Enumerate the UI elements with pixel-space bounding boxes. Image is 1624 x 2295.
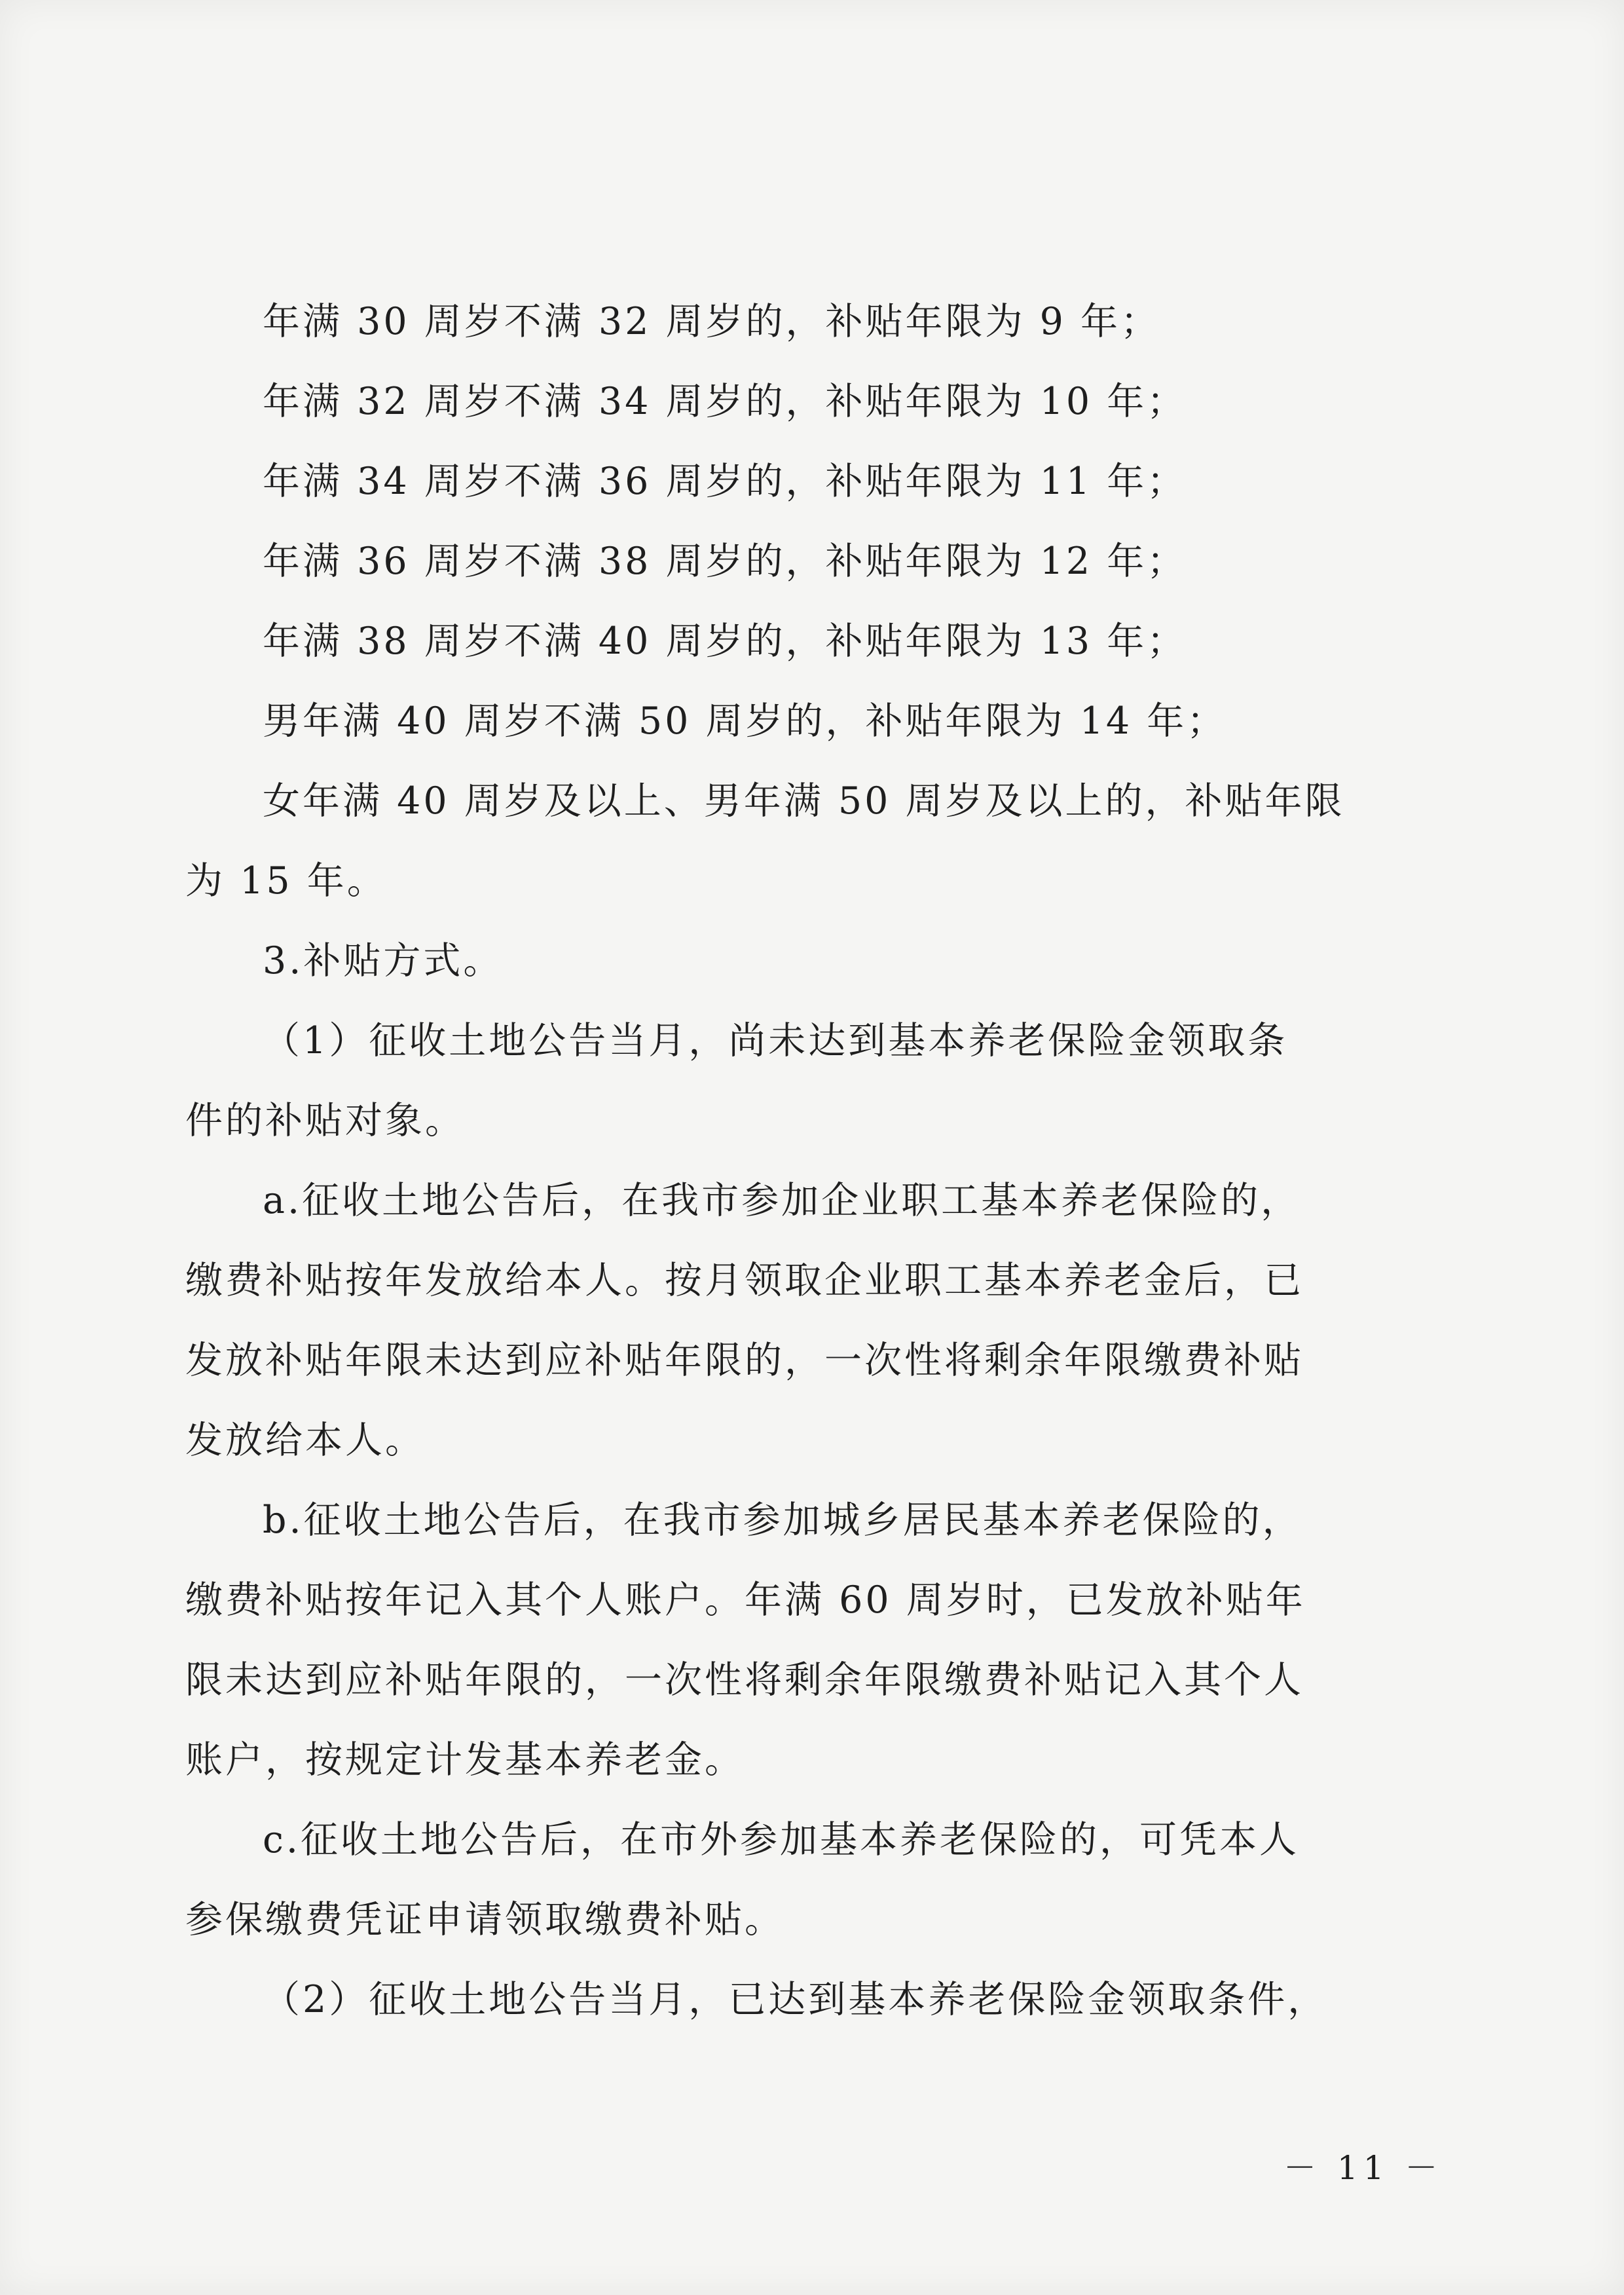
text-line: 账户，按规定计发基本养老金。	[185, 1738, 745, 1782]
text-line: 年满 34 周岁不满 36 周岁的，补贴年限为 11 年；	[263, 460, 1187, 503]
text-line: 缴费补贴按年记入其个人账户。年满 60 周岁时，已发放补贴年	[185, 1578, 1306, 1622]
text-line: b.征收土地公告后，在我市参加城乡居民基本养老保险的，	[263, 1499, 1302, 1542]
text-line: 年满 32 周岁不满 34 周岁的，补贴年限为 10 年；	[263, 380, 1187, 423]
section-heading: 3.补贴方式。	[263, 939, 504, 982]
text-line: c.征收土地公告后，在市外参加基本养老保险的，可凭本人	[263, 1818, 1300, 1861]
text-line: 件的补贴对象。	[185, 1099, 465, 1142]
text-line: 限未达到应补贴年限的，一次性将剩余年限缴费补贴记入其个人	[185, 1658, 1304, 1702]
text-line: 发放补贴年限未达到应补贴年限的，一次性将剩余年限缴费补贴	[185, 1339, 1304, 1382]
text-line: 年满 36 周岁不满 38 周岁的，补贴年限为 12 年；	[263, 540, 1187, 583]
text-line: 年满 38 周岁不满 40 周岁的，补贴年限为 13 年；	[263, 620, 1187, 663]
text-line: 女年满 40 周岁及以上、男年满 50 周岁及以上的，补贴年限	[263, 779, 1345, 823]
text-line: 为 15 年。	[185, 859, 387, 903]
text-line: 参保缴费凭证申请领取缴费补贴。	[185, 1898, 784, 1941]
text-line: （1）征收土地公告当月，尚未达到基本养老保险金领取条	[263, 1019, 1288, 1062]
page-number: － 11 －	[1283, 2149, 1443, 2187]
text-line: 缴费补贴按年发放给本人。按月领取企业职工基本养老金后，已	[185, 1259, 1304, 1302]
text-line: 发放给本人。	[185, 1419, 425, 1462]
text-line: a.征收土地公告后，在我市参加企业职工基本养老保险的，	[263, 1179, 1301, 1222]
text-line: 年满 30 周岁不满 32 周岁的，补贴年限为 9 年；	[263, 300, 1161, 343]
text-line: （2）征收土地公告当月，已达到基本养老保险金领取条件，	[263, 1978, 1328, 2021]
text-line: 男年满 40 周岁不满 50 周岁的，补贴年限为 14 年；	[263, 700, 1227, 743]
document-body	[185, 282, 1397, 2040]
